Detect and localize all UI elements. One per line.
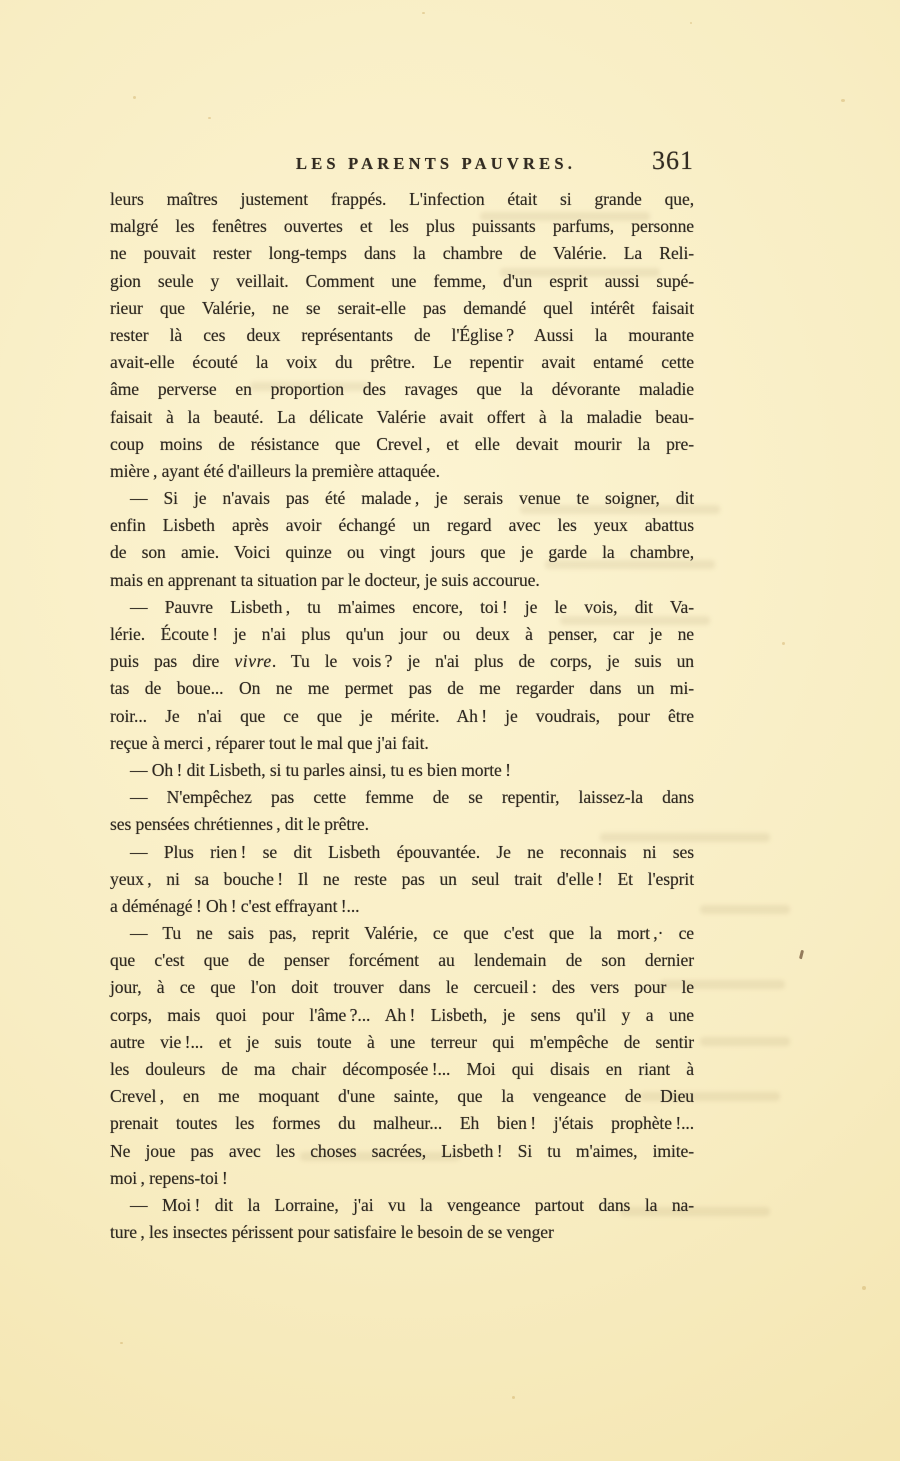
text-line: enfin Lisbeth après avoir échangé un regard avec les yeux abattus: [110, 515, 694, 536]
text-line: de son amie. Voici quinze ou vingt jours que je garde la chambre,: [110, 542, 694, 563]
text-line: mière , ayant été d'ailleurs la première attaquée.: [110, 460, 440, 481]
text-line: avait-elle écouté la voix du prêtre. Le repentir avait entamé cette: [110, 352, 694, 373]
text-line: prenait toutes les formes du malheur... Eh bien ! j'étais prophète !...: [110, 1113, 694, 1134]
paper-fleck: [512, 1396, 515, 1399]
text-line: — Plus rien ! se dit Lisbeth épouvantée. Je ne reconnais ni ses: [130, 841, 694, 862]
text-line: — Pauvre Lisbeth , tu m'aimes encore, toi ! je le vois, dit Va-: [130, 596, 694, 617]
text-line: — Moi ! dit la Lorraine, j'ai vu la vengeance partout dans la na-: [130, 1194, 694, 1215]
text-line: lérie. Écoute ! je n'ai plus qu'un jour ou deux à penser, car je ne: [110, 624, 694, 644]
text-line: coup moins de résistance que Crevel , et elle devait mourir la pre-: [110, 433, 694, 454]
text-line: corps, mais quoi pour l'âme ?... Ah ! Lisbeth, je sens qu'il y a une: [110, 1004, 694, 1025]
text-line: [110, 648, 694, 675]
bleed-through-mark: [700, 1037, 790, 1046]
italic-word: vivre: [234, 651, 272, 672]
text-line: tas de boue... On ne me permet pas de me regarder dans un mi-: [110, 678, 694, 699]
text-line: faisait à la beauté. La délicate Valérie avait offert à la maladie beau-: [110, 406, 694, 427]
text-line: mais en apprenant ta situation par le docteur, je suis accourue.: [110, 569, 540, 590]
paper-fleck: [422, 12, 425, 14]
text-segment: puis pas dire: [110, 651, 235, 672]
text-line: a déménagé ! Oh ! c'est effrayant !...: [110, 895, 360, 916]
text-line: autre vie !... et je suis toute à une terreur qui m'empêche de sentir: [110, 1031, 694, 1052]
paper-fleck: [782, 642, 785, 645]
margin-ink-mark: [799, 950, 804, 959]
text-line: Crevel , en me moquant d'une sainte, que la vengeance de Dieu: [110, 1086, 694, 1107]
text-line: malgré les fenêtres ouvertes et les plus puissants parfums, personne: [110, 216, 694, 237]
bleed-through-mark: [700, 905, 790, 914]
text-line: reçue à merci , réparer tout le mal que j'ai fait.: [110, 732, 429, 753]
paper-fleck: [208, 117, 211, 119]
text-line: — Oh ! dit Lisbeth, si tu parles ainsi, tu es bien morte !: [130, 759, 511, 780]
text-line: rester là ces deux représentants de l'Église ? Aussi la mourante: [110, 324, 694, 345]
text-line: — Si je n'avais pas été malade , je serais venue te soigner, dit: [130, 488, 694, 509]
text-line: rieur que Valérie, ne se serait-elle pas demandé quel intérêt faisait: [110, 297, 694, 318]
paper-fleck: [862, 1286, 866, 1290]
paper-fleck: [133, 96, 136, 99]
text-line: jour, à ce que l'on doit trouver dans le cercueil : des vers pour le: [110, 977, 694, 998]
text-line: ne pouvait rester long-temps dans la chambre de Valérie. La Reli-: [110, 243, 694, 264]
text-line: que c'est que de penser forcément au lendemain de son dernier: [110, 950, 694, 971]
page-body: [110, 186, 694, 1246]
text-line: yeux , ni sa bouche ! Il ne reste pas un seul trait d'elle ! Et l'esprit: [110, 868, 694, 889]
text-line: âme perverse en proportion des ravages que la dévorante maladie: [110, 379, 694, 400]
text-line: — N'empêchez pas cette femme de se repentir, laissez-la dans: [130, 787, 694, 808]
text-line: moi , repens-toi !: [110, 1167, 228, 1188]
text-line: gion seule y veillait. Comment une femme, d'un esprit aussi supé-: [110, 270, 694, 291]
text-line: leurs maîtres justement frappés. L'infection était si grande que,: [110, 189, 694, 209]
text-line: ture , les insectes périssent pour satisfaire le besoin de se venger: [110, 1222, 554, 1243]
page-header: [110, 148, 694, 182]
paper-fleck: [841, 99, 845, 102]
text-segment: . Tu le vois ? je n'ai plus de corps, je suis un: [271, 651, 695, 672]
page-number: 361: [652, 146, 694, 175]
running-title: LES PARENTS PAUVRES.: [296, 154, 577, 173]
text-line: ses pensées chrétiennes , dit le prêtre.: [110, 814, 369, 835]
paper-fleck: [690, 22, 692, 24]
text-line: roir... Je n'ai que ce que je mérite. Ah ! je voudrais, pour être: [110, 705, 694, 726]
text-line: les douleurs de ma chair décomposée !... Moi qui disais en riant à: [110, 1059, 694, 1079]
paper-fleck: [120, 1342, 123, 1344]
text-line: Ne joue pas avec les choses sacrées, Lisbeth ! Si tu m'aimes, imite-: [110, 1140, 694, 1161]
text-line: — Tu ne sais pas, reprit Valérie, ce que c'est que la mort ,· ce: [130, 923, 694, 944]
